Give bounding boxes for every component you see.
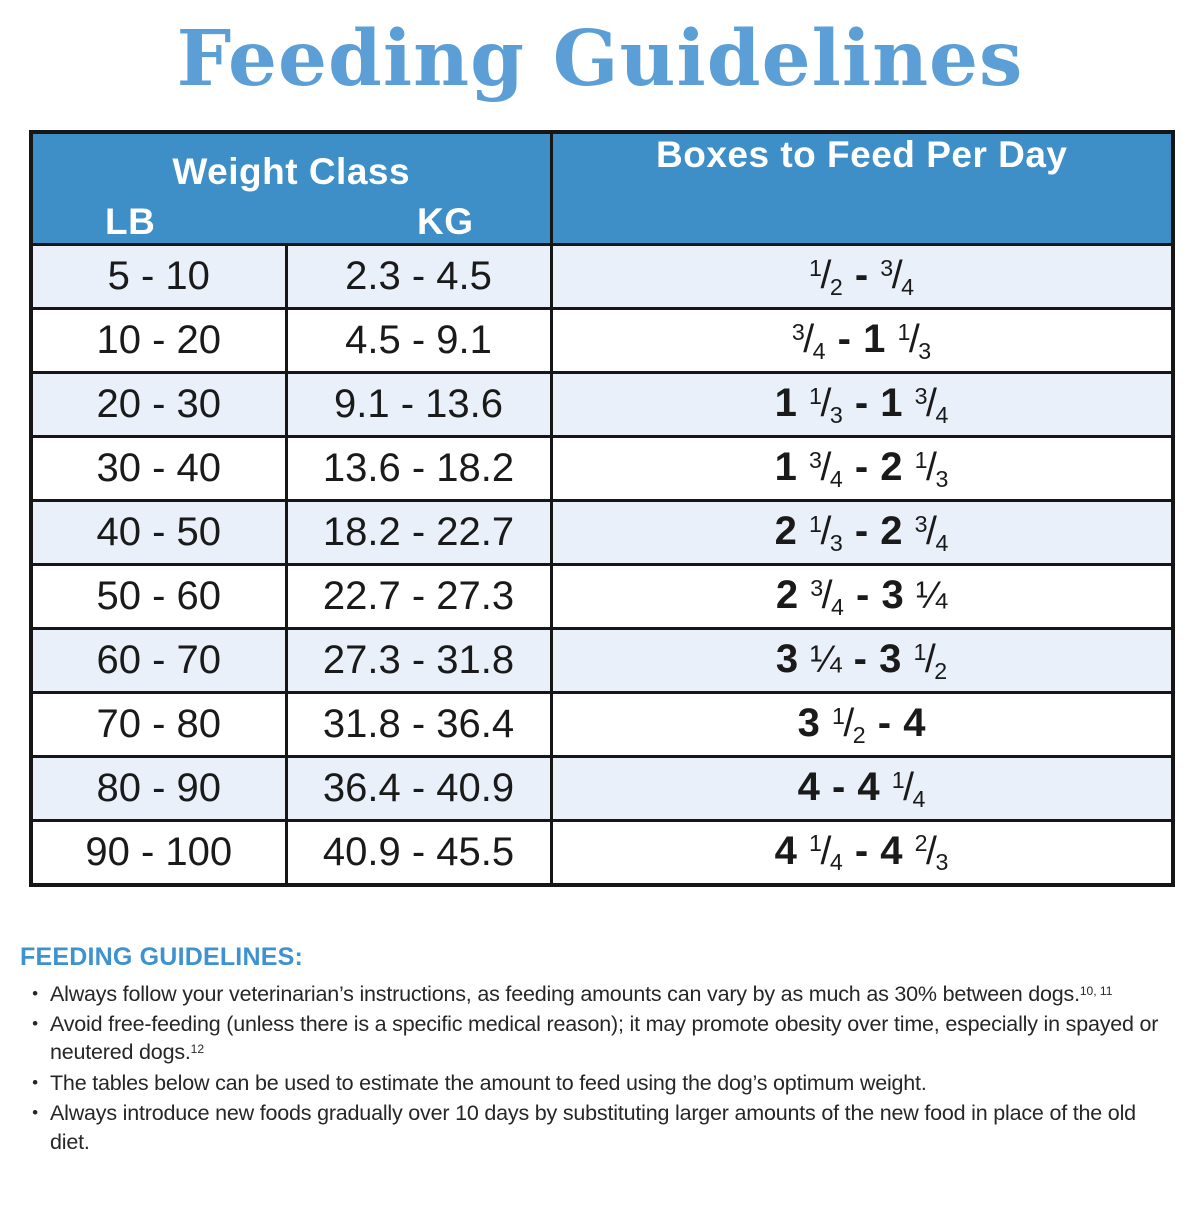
stacked-fraction: $^1$/2 [809, 253, 844, 300]
kg-cell: 13.6 - 18.2 [286, 437, 551, 501]
weight-class-label: Weight Class [172, 151, 411, 193]
kg-cell: 40.9 - 45.5 [286, 821, 551, 885]
boxes-cell: 2 $^1$/3 - 2 $^3$/4 [551, 501, 1173, 565]
feeding-guidelines-table [29, 130, 1175, 887]
table-header-row [31, 132, 1173, 245]
notes-heading: FEEDING GUIDELINES: [20, 942, 303, 971]
stacked-fraction: $^3$/4 [810, 573, 845, 620]
table-row [31, 437, 1173, 501]
lb-cell: 70 - 80 [31, 693, 286, 757]
stacked-fraction: $^3$/4 [914, 381, 949, 428]
boxes-cell: $^1$/2 - $^3$/4 [551, 245, 1173, 309]
boxes-cell: 2 $^3$/4 - 3 ¼ [551, 565, 1173, 629]
lb-cell: 20 - 30 [31, 373, 286, 437]
lb-cell: 80 - 90 [31, 757, 286, 821]
notes-section [20, 943, 1178, 1156]
kg-cell: 9.1 - 13.6 [286, 373, 551, 437]
kg-cell: 4.5 - 9.1 [286, 309, 551, 373]
bullet-text: • Always follow your veterinarian’s instructions, as feeding amounts can vary by as much as 30% between dogs.$^{10, 11}$ [50, 981, 1113, 1006]
stacked-fraction: $^3$/4 [880, 253, 915, 300]
lb-cell: 60 - 70 [31, 629, 286, 693]
stacked-fraction: $^3$/4 [791, 317, 827, 364]
kg-cell: 36.4 - 40.9 [286, 757, 551, 821]
boxes-header-cell: Boxes to Feed Per Day [551, 132, 1173, 245]
stacked-fraction: $^1$/3 [809, 509, 844, 556]
boxes-cell: 4 - 4 $^1$/4 [551, 757, 1173, 821]
boxes-cell: 3 $^1$/2 - 4 [551, 693, 1173, 757]
list-item [20, 1069, 1178, 1097]
bullet-text: • Avoid free-feeding (unless there is a specific medical reason); it may promote obesity over time, especially in spayed or neutered dogs.$^{12}$ [50, 1012, 1159, 1065]
page-title: Feeding Guidelines [176, 14, 1024, 104]
table-row [31, 821, 1173, 885]
list-item [20, 1010, 1178, 1067]
inline-fraction: ¼ [810, 637, 843, 680]
table-row [31, 757, 1173, 821]
lb-cell: 90 - 100 [31, 821, 286, 885]
stacked-fraction: $^1$/2 [831, 701, 867, 748]
stacked-fraction: $^1$/4 [891, 765, 926, 812]
list-item [20, 1099, 1178, 1156]
stacked-fraction: $^1$/4 [809, 829, 844, 876]
table-row [31, 565, 1173, 629]
kg-cell: 2.3 - 4.5 [286, 245, 551, 309]
stacked-fraction: $^3$/4 [914, 509, 949, 556]
stacked-fraction: $^1$/3 [897, 317, 932, 364]
table-row [31, 309, 1173, 373]
stacked-fraction: $^1$/2 [913, 637, 948, 684]
boxes-cell: $^3$/4 - 1 $^1$/3 [551, 309, 1173, 373]
boxes-cell: 1 $^1$/3 - 1 $^3$/4 [551, 373, 1173, 437]
weight-class-header-cell [31, 132, 551, 245]
inline-fraction: ¼ [915, 573, 948, 616]
table-row [31, 629, 1173, 693]
units-row [33, 193, 550, 243]
bullet-text: • The tables below can be used to estimate the amount to feed using the dog’s optimum weight. [50, 1070, 927, 1095]
lb-cell: 40 - 50 [31, 501, 286, 565]
lb-cell: 50 - 60 [31, 565, 286, 629]
lb-cell: 10 - 20 [31, 309, 286, 373]
footnote-reference: 12 [190, 1042, 205, 1057]
table-row [31, 245, 1173, 309]
boxes-cell: 3 ¼ - 3 $^1$/2 [551, 629, 1173, 693]
kg-cell: 27.3 - 31.8 [286, 629, 551, 693]
lb-cell: 30 - 40 [31, 437, 286, 501]
bullet-text: • Always introduce new foods gradually over 10 days by substituting larger amounts of the new food in place of the old diet. [50, 1101, 1136, 1154]
table-row [31, 693, 1173, 757]
boxes-cell: 4 $^1$/4 - 4 $^2$/3 [551, 821, 1173, 885]
kg-cell: 22.7 - 27.3 [286, 565, 551, 629]
stacked-fraction: $^1$/3 [914, 445, 949, 492]
kg-cell: 31.8 - 36.4 [286, 693, 551, 757]
stacked-fraction: $^1$/3 [809, 381, 844, 428]
stacked-fraction: $^2$/3 [914, 829, 949, 876]
kg-cell: 18.2 - 22.7 [286, 501, 551, 565]
stacked-fraction: $^3$/4 [809, 445, 844, 492]
lb-column-label: LB [105, 201, 156, 243]
table-row [31, 373, 1173, 437]
list-item [20, 980, 1178, 1008]
footnote-reference: 10, 11 [1079, 983, 1113, 998]
boxes-cell: 1 $^3$/4 - 2 $^1$/3 [551, 437, 1173, 501]
notes-bullet-list [20, 980, 1178, 1156]
kg-column-label: KG [417, 201, 474, 243]
lb-cell: 5 - 10 [31, 245, 286, 309]
table-row [31, 501, 1173, 565]
